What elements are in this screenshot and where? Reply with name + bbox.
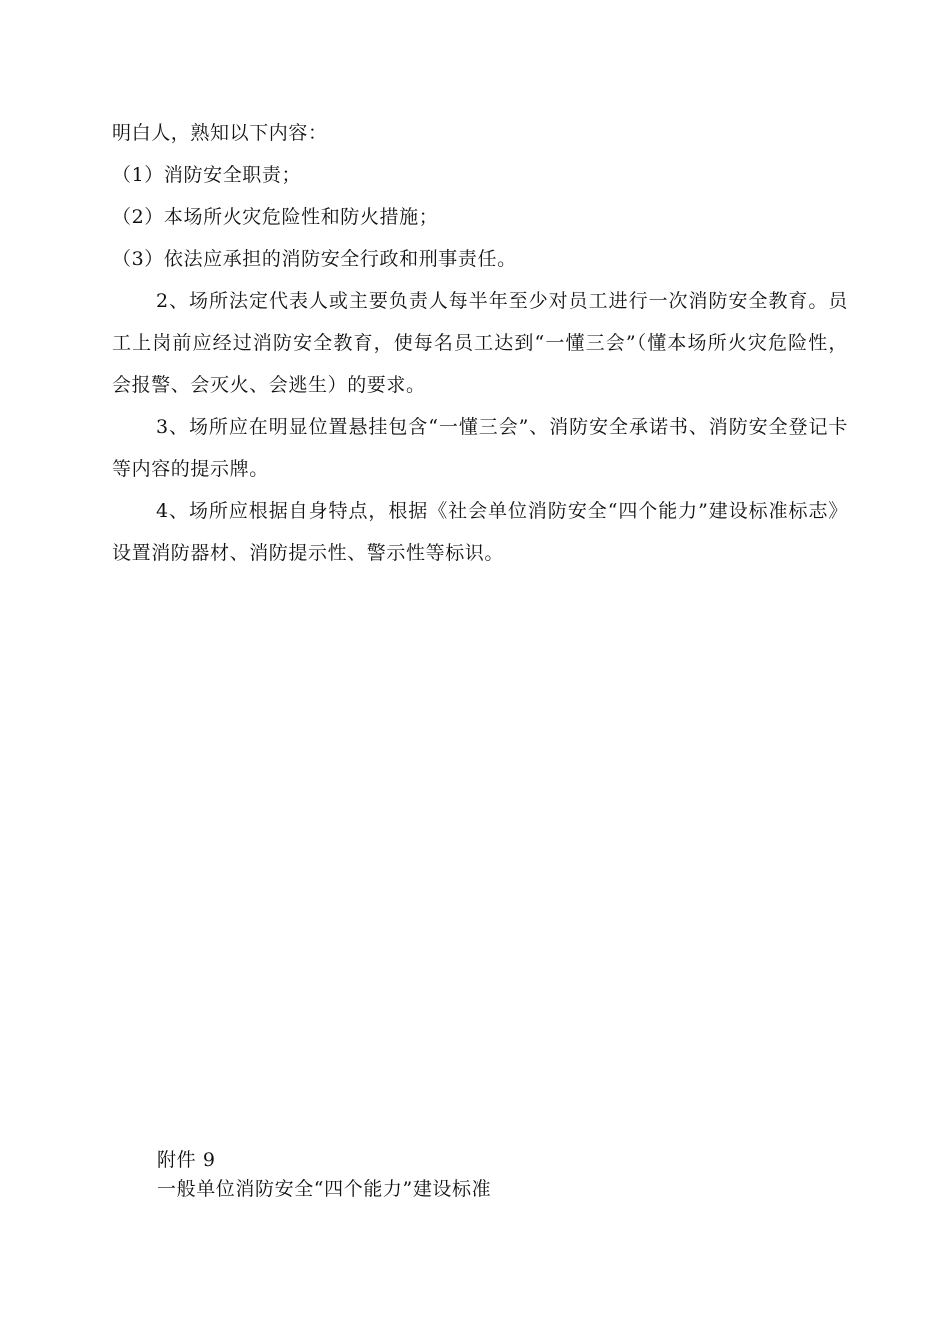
intro-line: 明白人，熟知以下内容： <box>112 122 328 144</box>
list-item-3: （3）依法应承担的消防安全行政和刑事责任。 <box>112 248 517 270</box>
attachment-block <box>157 1146 491 1204</box>
document-body <box>112 112 848 574</box>
list-item-2: （2）本场所火灾危险性和防火措施； <box>112 206 439 228</box>
attachment-title: 一般单位消防安全“四个能力”建设标准 <box>157 1178 492 1200</box>
paragraph-3: 3、场所应在明显位置悬挂包含“一懂三会”、消防安全承诺书、消防安全登记卡等内容的提示牌。 <box>112 416 848 480</box>
list-item-1: （1）消防安全职责； <box>112 164 302 186</box>
paragraph-4: 4、场所应根据自身特点，根据《社会单位消防安全“四个能力”建设标准标志》设置消防器材、消防提示性、警示性等标识。 <box>112 500 848 564</box>
paragraph-2: 2、场所法定代表人或主要负责人每半年至少对员工进行一次消防安全教育。员工上岗前应经过消防安全教育，使每名员工达到“一懂三会”（懂本场所火灾危险性，会报警、会灭火、会逃生）的要求。 <box>112 290 848 396</box>
attachment-label: 附件 9 <box>157 1149 216 1171</box>
